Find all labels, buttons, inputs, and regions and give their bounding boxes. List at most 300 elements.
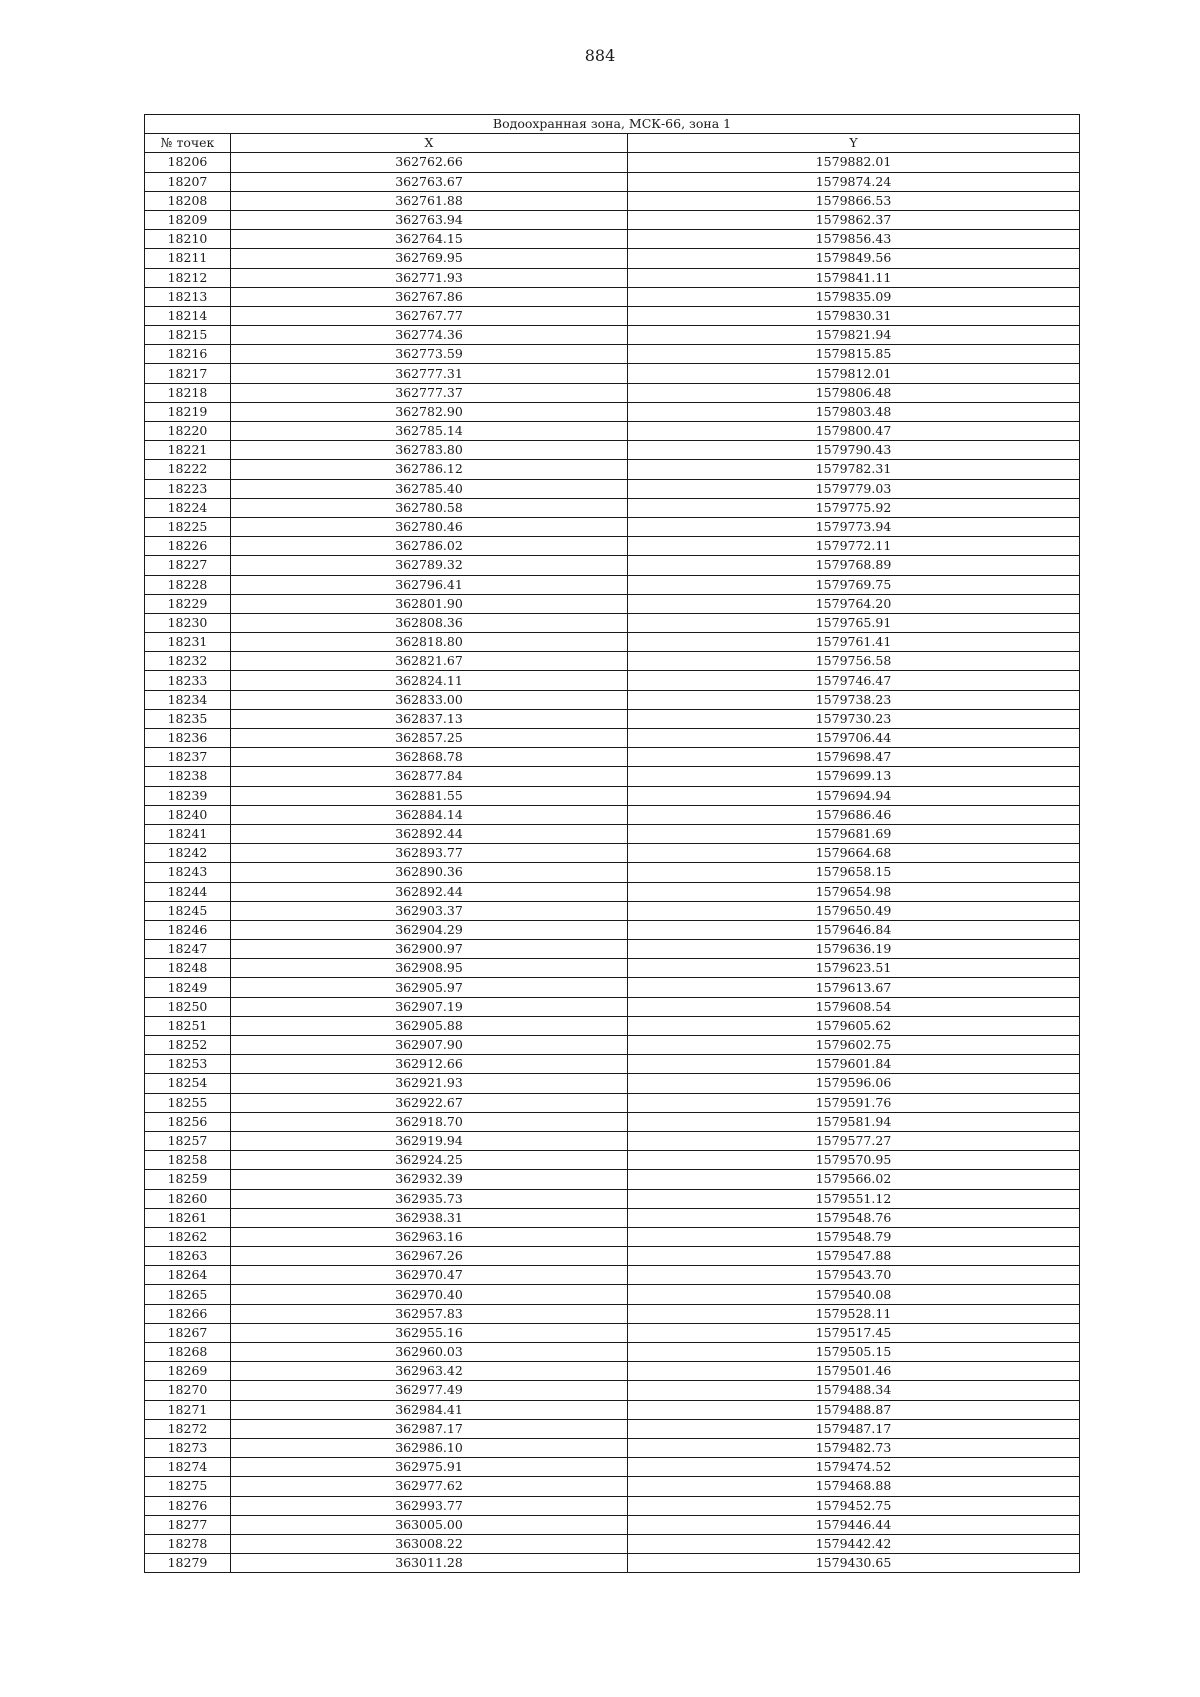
table-row [145,729,1080,748]
point-number-cell: 18276 [145,1496,231,1515]
y-coordinate-cell: 1579547.88 [628,1247,1080,1266]
x-coordinate-cell: 362824.11 [231,671,628,690]
y-coordinate-cell: 1579764.20 [628,594,1080,613]
y-coordinate-cell: 1579756.58 [628,652,1080,671]
table-row [145,594,1080,613]
table-row [145,441,1080,460]
x-coordinate-cell: 362975.91 [231,1458,628,1477]
x-coordinate-cell: 362921.93 [231,1074,628,1093]
point-number-cell: 18243 [145,863,231,882]
table-row [145,1304,1080,1323]
point-number-cell: 18240 [145,805,231,824]
x-coordinate-cell: 362905.88 [231,1016,628,1035]
page-number: 884 [584,46,616,65]
point-number-cell: 18250 [145,997,231,1016]
point-number-cell: 18273 [145,1438,231,1457]
point-number-cell: 18223 [145,479,231,498]
x-coordinate-cell: 362993.77 [231,1496,628,1515]
point-number-cell: 18215 [145,326,231,345]
table-header-row [145,134,1080,153]
table-row [145,460,1080,479]
table-row [145,1381,1080,1400]
y-coordinate-cell: 1579566.02 [628,1170,1080,1189]
x-coordinate-cell: 362857.25 [231,729,628,748]
table-row [145,1554,1080,1573]
point-number-cell: 18209 [145,210,231,229]
point-number-cell: 18258 [145,1151,231,1170]
point-number-cell: 18227 [145,556,231,575]
y-coordinate-cell: 1579761.41 [628,633,1080,652]
x-coordinate-cell: 362796.41 [231,575,628,594]
point-number-cell: 18210 [145,230,231,249]
point-number-cell: 18207 [145,172,231,191]
x-coordinate-cell: 362774.36 [231,326,628,345]
y-coordinate-cell: 1579849.56 [628,249,1080,268]
x-coordinate-cell: 362908.95 [231,959,628,978]
point-number-cell: 18261 [145,1208,231,1227]
x-coordinate-cell: 362821.67 [231,652,628,671]
point-number-cell: 18277 [145,1515,231,1534]
x-coordinate-cell: 362785.14 [231,422,628,441]
point-number-cell: 18271 [145,1400,231,1419]
y-coordinate-cell: 1579779.03 [628,479,1080,498]
y-coordinate-cell: 1579591.76 [628,1093,1080,1112]
point-number-cell: 18221 [145,441,231,460]
x-coordinate-cell: 363005.00 [231,1515,628,1534]
y-coordinate-cell: 1579605.62 [628,1016,1080,1035]
table-row [145,1362,1080,1381]
x-coordinate-cell: 362833.00 [231,690,628,709]
point-number-cell: 18278 [145,1534,231,1553]
point-number-cell: 18264 [145,1266,231,1285]
point-number-cell: 18254 [145,1074,231,1093]
x-coordinate-cell: 363008.22 [231,1534,628,1553]
y-coordinate-cell: 1579446.44 [628,1515,1080,1534]
point-number-cell: 18234 [145,690,231,709]
point-number-cell: 18275 [145,1477,231,1496]
table-row [145,1074,1080,1093]
y-coordinate-cell: 1579664.68 [628,844,1080,863]
table-row [145,364,1080,383]
table-row [145,326,1080,345]
header-point-number: № точек [145,134,231,153]
x-coordinate-cell: 362970.47 [231,1266,628,1285]
y-coordinate-cell: 1579698.47 [628,748,1080,767]
x-coordinate-cell: 362905.97 [231,978,628,997]
y-coordinate-cell: 1579769.75 [628,575,1080,594]
table-row [145,1496,1080,1515]
point-number-cell: 18226 [145,537,231,556]
point-number-cell: 18229 [145,594,231,613]
table-row [145,172,1080,191]
x-coordinate-cell: 362868.78 [231,748,628,767]
y-coordinate-cell: 1579882.01 [628,153,1080,172]
x-coordinate-cell: 362777.37 [231,383,628,402]
y-coordinate-cell: 1579686.46 [628,805,1080,824]
x-coordinate-cell: 362955.16 [231,1323,628,1342]
table-row [145,153,1080,172]
x-coordinate-cell: 362970.40 [231,1285,628,1304]
table-row [145,402,1080,421]
y-coordinate-cell: 1579730.23 [628,709,1080,728]
table-caption-row [145,115,1080,134]
y-coordinate-cell: 1579835.09 [628,287,1080,306]
table-row [145,1400,1080,1419]
table-row [145,1343,1080,1362]
point-number-cell: 18255 [145,1093,231,1112]
y-coordinate-cell: 1579699.13 [628,767,1080,786]
table-row [145,1419,1080,1438]
x-coordinate-cell: 362764.15 [231,230,628,249]
point-number-cell: 18262 [145,1227,231,1246]
point-number-cell: 18241 [145,824,231,843]
x-coordinate-cell: 362907.90 [231,1036,628,1055]
table-row [145,882,1080,901]
point-number-cell: 18272 [145,1419,231,1438]
y-coordinate-cell: 1579548.79 [628,1227,1080,1246]
y-coordinate-cell: 1579623.51 [628,959,1080,978]
table-row [145,1227,1080,1246]
x-coordinate-cell: 362932.39 [231,1170,628,1189]
table-row [145,306,1080,325]
point-number-cell: 18219 [145,402,231,421]
table-row [145,940,1080,959]
point-number-cell: 18232 [145,652,231,671]
coordinates-table [144,114,1080,1573]
y-coordinate-cell: 1579468.88 [628,1477,1080,1496]
y-coordinate-cell: 1579654.98 [628,882,1080,901]
table-row [145,1285,1080,1304]
x-coordinate-cell: 362786.12 [231,460,628,479]
point-number-cell: 18260 [145,1189,231,1208]
point-number-cell: 18274 [145,1458,231,1477]
y-coordinate-cell: 1579636.19 [628,940,1080,959]
x-coordinate-cell: 362967.26 [231,1247,628,1266]
x-coordinate-cell: 362767.86 [231,287,628,306]
y-coordinate-cell: 1579548.76 [628,1208,1080,1227]
point-number-cell: 18265 [145,1285,231,1304]
y-coordinate-cell: 1579773.94 [628,517,1080,536]
table-row [145,249,1080,268]
y-coordinate-cell: 1579765.91 [628,613,1080,632]
table-row [145,498,1080,517]
y-coordinate-cell: 1579812.01 [628,364,1080,383]
point-number-cell: 18228 [145,575,231,594]
point-number-cell: 18247 [145,940,231,959]
x-coordinate-cell: 362780.58 [231,498,628,517]
table-row [145,575,1080,594]
point-number-cell: 18238 [145,767,231,786]
y-coordinate-cell: 1579517.45 [628,1323,1080,1342]
point-number-cell: 18256 [145,1112,231,1131]
x-coordinate-cell: 362762.66 [231,153,628,172]
table-row [145,345,1080,364]
x-coordinate-cell: 362777.31 [231,364,628,383]
y-coordinate-cell: 1579528.11 [628,1304,1080,1323]
table-row [145,920,1080,939]
y-coordinate-cell: 1579430.65 [628,1554,1080,1573]
point-number-cell: 18225 [145,517,231,536]
table-body [145,153,1080,1573]
table-row [145,1477,1080,1496]
y-coordinate-cell: 1579694.94 [628,786,1080,805]
point-number-cell: 18270 [145,1381,231,1400]
point-number-cell: 18208 [145,191,231,210]
point-number-cell: 18216 [145,345,231,364]
table-row [145,1016,1080,1035]
table-row [145,422,1080,441]
x-coordinate-cell: 362919.94 [231,1131,628,1150]
y-coordinate-cell: 1579706.44 [628,729,1080,748]
x-coordinate-cell: 362960.03 [231,1343,628,1362]
table-row [145,633,1080,652]
point-number-cell: 18269 [145,1362,231,1381]
x-coordinate-cell: 362771.93 [231,268,628,287]
y-coordinate-cell: 1579650.49 [628,901,1080,920]
y-coordinate-cell: 1579738.23 [628,690,1080,709]
y-coordinate-cell: 1579551.12 [628,1189,1080,1208]
y-coordinate-cell: 1579800.47 [628,422,1080,441]
y-coordinate-cell: 1579505.15 [628,1343,1080,1362]
table-row [145,191,1080,210]
y-coordinate-cell: 1579501.46 [628,1362,1080,1381]
y-coordinate-cell: 1579646.84 [628,920,1080,939]
x-coordinate-cell: 362884.14 [231,805,628,824]
x-coordinate-cell: 362881.55 [231,786,628,805]
y-coordinate-cell: 1579540.08 [628,1285,1080,1304]
table-row [145,1208,1080,1227]
table-row [145,1131,1080,1150]
x-coordinate-cell: 362893.77 [231,844,628,863]
y-coordinate-cell: 1579830.31 [628,306,1080,325]
x-coordinate-cell: 362818.80 [231,633,628,652]
table-row [145,767,1080,786]
x-coordinate-cell: 362977.49 [231,1381,628,1400]
point-number-cell: 18224 [145,498,231,517]
point-number-cell: 18266 [145,1304,231,1323]
x-coordinate-cell: 362782.90 [231,402,628,421]
point-number-cell: 18267 [145,1323,231,1342]
point-number-cell: 18211 [145,249,231,268]
table-row [145,1247,1080,1266]
y-coordinate-cell: 1579488.87 [628,1400,1080,1419]
table-row [145,230,1080,249]
x-coordinate-cell: 362987.17 [231,1419,628,1438]
x-coordinate-cell: 362912.66 [231,1055,628,1074]
table-row [145,1458,1080,1477]
table-row [145,1036,1080,1055]
x-coordinate-cell: 362761.88 [231,191,628,210]
point-number-cell: 18239 [145,786,231,805]
y-coordinate-cell: 1579487.17 [628,1419,1080,1438]
y-coordinate-cell: 1579488.34 [628,1381,1080,1400]
x-coordinate-cell: 362786.02 [231,537,628,556]
x-coordinate-cell: 362924.25 [231,1151,628,1170]
table-row [145,671,1080,690]
point-number-cell: 18263 [145,1247,231,1266]
header-x: X [231,134,628,153]
x-coordinate-cell: 362808.36 [231,613,628,632]
point-number-cell: 18222 [145,460,231,479]
x-coordinate-cell: 362783.80 [231,441,628,460]
y-coordinate-cell: 1579821.94 [628,326,1080,345]
table-row [145,844,1080,863]
y-coordinate-cell: 1579746.47 [628,671,1080,690]
y-coordinate-cell: 1579608.54 [628,997,1080,1016]
point-number-cell: 18268 [145,1343,231,1362]
x-coordinate-cell: 362903.37 [231,901,628,920]
y-coordinate-cell: 1579474.52 [628,1458,1080,1477]
table-row [145,863,1080,882]
point-number-cell: 18220 [145,422,231,441]
table-row [145,1112,1080,1131]
x-coordinate-cell: 362963.16 [231,1227,628,1246]
x-coordinate-cell: 362922.67 [231,1093,628,1112]
point-number-cell: 18246 [145,920,231,939]
x-coordinate-cell: 362763.67 [231,172,628,191]
table-row [145,613,1080,632]
y-coordinate-cell: 1579815.85 [628,345,1080,364]
x-coordinate-cell: 362773.59 [231,345,628,364]
x-coordinate-cell: 362837.13 [231,709,628,728]
y-coordinate-cell: 1579581.94 [628,1112,1080,1131]
x-coordinate-cell: 362801.90 [231,594,628,613]
y-coordinate-cell: 1579768.89 [628,556,1080,575]
y-coordinate-cell: 1579658.15 [628,863,1080,882]
x-coordinate-cell: 362904.29 [231,920,628,939]
x-coordinate-cell: 362977.62 [231,1477,628,1496]
table-row [145,1515,1080,1534]
point-number-cell: 18214 [145,306,231,325]
table-row [145,786,1080,805]
y-coordinate-cell: 1579874.24 [628,172,1080,191]
y-coordinate-cell: 1579613.67 [628,978,1080,997]
x-coordinate-cell: 362769.95 [231,249,628,268]
x-coordinate-cell: 362877.84 [231,767,628,786]
x-coordinate-cell: 362938.31 [231,1208,628,1227]
table-row [145,652,1080,671]
y-coordinate-cell: 1579570.95 [628,1151,1080,1170]
table-row [145,709,1080,728]
y-coordinate-cell: 1579775.92 [628,498,1080,517]
point-number-cell: 18251 [145,1016,231,1035]
point-number-cell: 18237 [145,748,231,767]
point-number-cell: 18252 [145,1036,231,1055]
y-coordinate-cell: 1579602.75 [628,1036,1080,1055]
table-row [145,805,1080,824]
table-row [145,997,1080,1016]
point-number-cell: 18249 [145,978,231,997]
table-caption: Водоохранная зона, МСК-66, зона 1 [145,115,1080,134]
y-coordinate-cell: 1579862.37 [628,210,1080,229]
x-coordinate-cell: 362986.10 [231,1438,628,1457]
header-y: Y [628,134,1080,153]
x-coordinate-cell: 362935.73 [231,1189,628,1208]
point-number-cell: 18279 [145,1554,231,1573]
table-row [145,690,1080,709]
y-coordinate-cell: 1579806.48 [628,383,1080,402]
y-coordinate-cell: 1579856.43 [628,230,1080,249]
point-number-cell: 18245 [145,901,231,920]
table-row [145,1151,1080,1170]
table-row [145,978,1080,997]
point-number-cell: 18206 [145,153,231,172]
y-coordinate-cell: 1579601.84 [628,1055,1080,1074]
table-row [145,1055,1080,1074]
y-coordinate-cell: 1579841.11 [628,268,1080,287]
x-coordinate-cell: 362763.94 [231,210,628,229]
y-coordinate-cell: 1579866.53 [628,191,1080,210]
x-coordinate-cell: 363011.28 [231,1554,628,1573]
table-row [145,748,1080,767]
table-row [145,1534,1080,1553]
point-number-cell: 18231 [145,633,231,652]
x-coordinate-cell: 362907.19 [231,997,628,1016]
table-row [145,1093,1080,1112]
point-number-cell: 18253 [145,1055,231,1074]
table-row [145,383,1080,402]
point-number-cell: 18257 [145,1131,231,1150]
y-coordinate-cell: 1579790.43 [628,441,1080,460]
table-row [145,1323,1080,1342]
y-coordinate-cell: 1579482.73 [628,1438,1080,1457]
y-coordinate-cell: 1579452.75 [628,1496,1080,1515]
x-coordinate-cell: 362918.70 [231,1112,628,1131]
x-coordinate-cell: 362789.32 [231,556,628,575]
y-coordinate-cell: 1579543.70 [628,1266,1080,1285]
x-coordinate-cell: 362892.44 [231,882,628,901]
point-number-cell: 18236 [145,729,231,748]
y-coordinate-cell: 1579596.06 [628,1074,1080,1093]
point-number-cell: 18233 [145,671,231,690]
x-coordinate-cell: 362984.41 [231,1400,628,1419]
table-row [145,1189,1080,1208]
x-coordinate-cell: 362780.46 [231,517,628,536]
point-number-cell: 18213 [145,287,231,306]
y-coordinate-cell: 1579782.31 [628,460,1080,479]
table-row [145,537,1080,556]
x-coordinate-cell: 362900.97 [231,940,628,959]
table-row [145,517,1080,536]
y-coordinate-cell: 1579577.27 [628,1131,1080,1150]
table-row [145,556,1080,575]
y-coordinate-cell: 1579681.69 [628,824,1080,843]
point-number-cell: 18218 [145,383,231,402]
point-number-cell: 18242 [145,844,231,863]
table-row [145,959,1080,978]
table-row [145,287,1080,306]
y-coordinate-cell: 1579442.42 [628,1534,1080,1553]
x-coordinate-cell: 362892.44 [231,824,628,843]
point-number-cell: 18244 [145,882,231,901]
table-row [145,1438,1080,1457]
y-coordinate-cell: 1579803.48 [628,402,1080,421]
x-coordinate-cell: 362767.77 [231,306,628,325]
point-number-cell: 18217 [145,364,231,383]
point-number-cell: 18248 [145,959,231,978]
point-number-cell: 18230 [145,613,231,632]
table-row [145,1170,1080,1189]
point-number-cell: 18212 [145,268,231,287]
x-coordinate-cell: 362957.83 [231,1304,628,1323]
table-row [145,824,1080,843]
table-row [145,901,1080,920]
table-row [145,268,1080,287]
table-row [145,479,1080,498]
x-coordinate-cell: 362785.40 [231,479,628,498]
table-row [145,1266,1080,1285]
x-coordinate-cell: 362890.36 [231,863,628,882]
